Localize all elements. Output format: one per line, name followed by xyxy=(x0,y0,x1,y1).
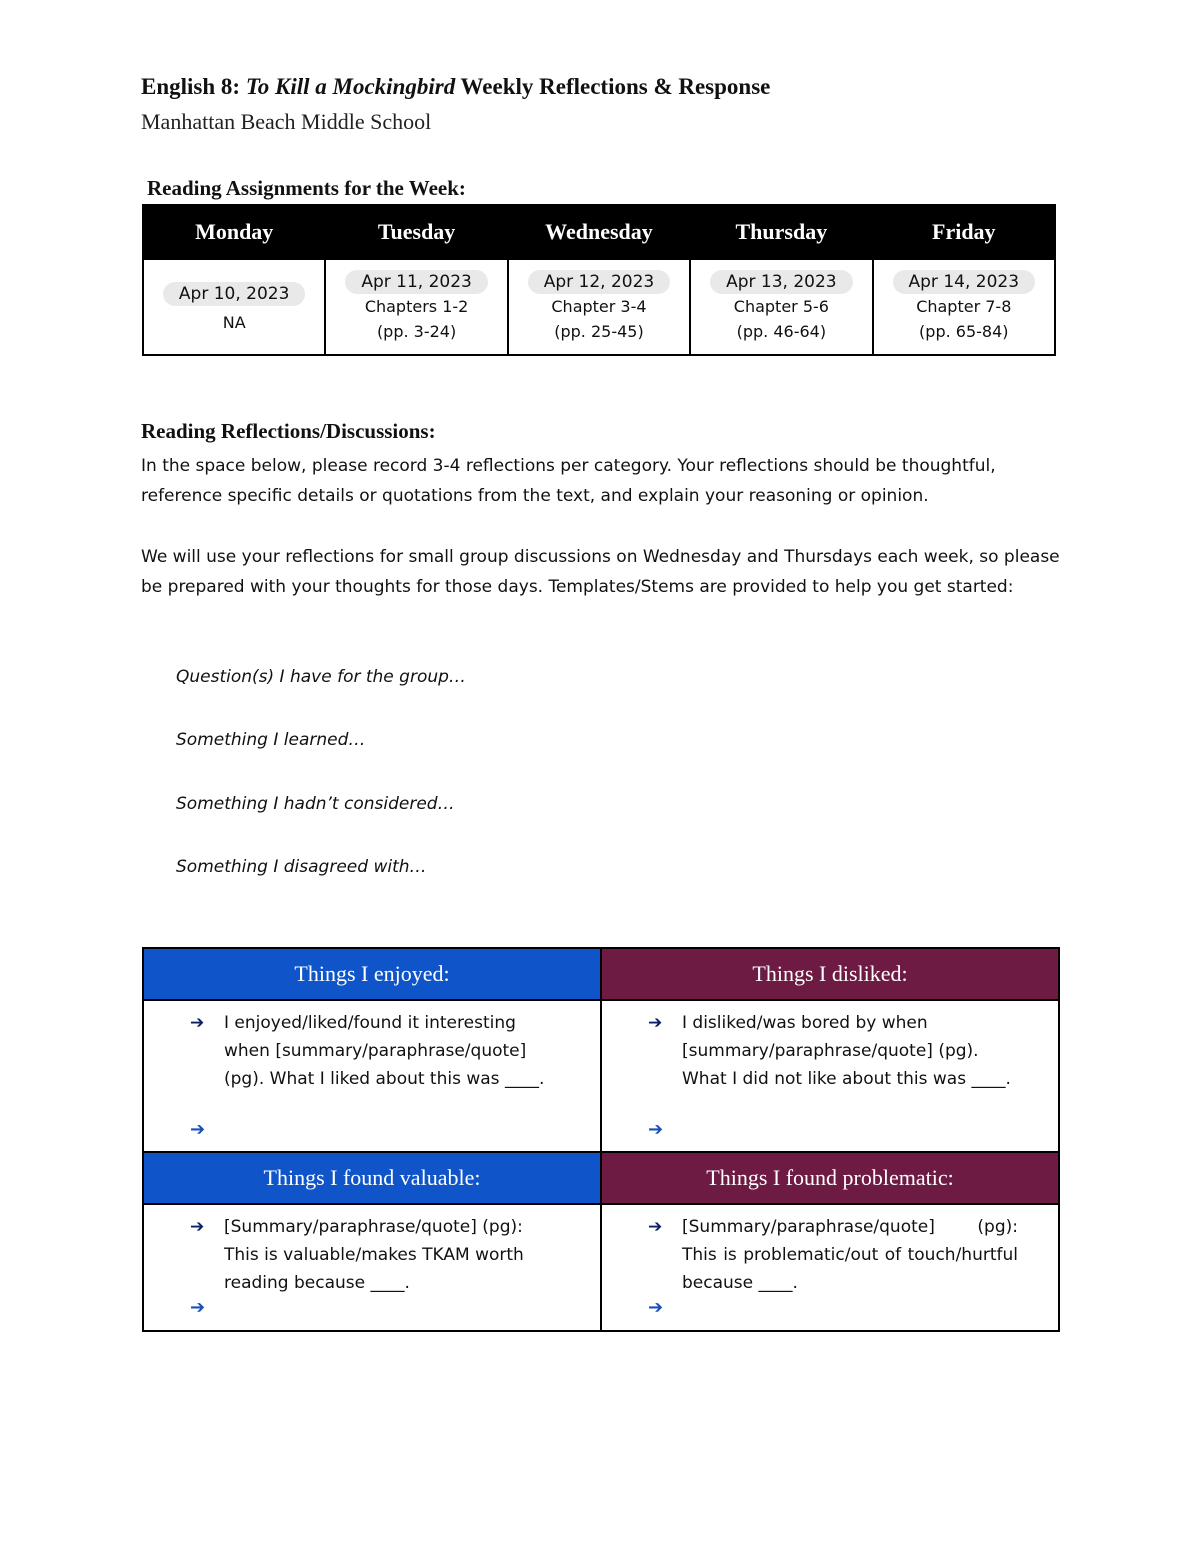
disliked-bullet xyxy=(648,1009,1018,1093)
valuable-cell[interactable] xyxy=(143,1204,601,1331)
stem-learned: Something I learned… xyxy=(176,730,366,750)
day-cell-monday xyxy=(143,259,325,355)
day-header: Tuesday xyxy=(325,205,507,259)
day-header: Thursday xyxy=(690,205,872,259)
schedule-header-row xyxy=(143,205,1055,259)
problematic-stem-text: [Summary/paraphrase/quote] (pg): This is problematic/out of touch/hurtful because ____. xyxy=(682,1217,1018,1293)
day-header: Monday xyxy=(143,205,325,259)
pages-label: (pp. 46-64) xyxy=(736,322,827,341)
pages-label: (pp. 65-84) xyxy=(919,322,1009,341)
date-chip[interactable]: Apr 14, 2023 xyxy=(893,270,1036,294)
date-chip[interactable]: Apr 12, 2023 xyxy=(528,270,671,294)
problematic-cell[interactable] xyxy=(601,1204,1059,1331)
arrow-icon: ➔ xyxy=(648,1119,664,1140)
arrow-icon: ➔ xyxy=(648,1297,664,1318)
day-cell-friday xyxy=(873,259,1055,355)
day-cell-tuesday xyxy=(325,259,507,355)
valuable-bullet xyxy=(190,1213,560,1297)
problematic-bullet xyxy=(648,1213,1018,1297)
arrow-icon: ➔ xyxy=(190,1217,205,1237)
chapter-label: Chapter 7-8 xyxy=(916,297,1012,316)
date-chip[interactable]: Apr 13, 2023 xyxy=(710,270,853,294)
enjoyed-bullet xyxy=(190,1009,560,1093)
arrow-icon: ➔ xyxy=(190,1013,205,1033)
stem-not-considered: Something I hadn’t considered… xyxy=(176,794,455,814)
enjoyed-cell[interactable] xyxy=(143,1000,601,1152)
day-header: Wednesday xyxy=(508,205,690,259)
book-title: To Kill a Mockingbird xyxy=(245,74,456,99)
chapter-label: Chapters 1-2 xyxy=(364,297,469,316)
title-suffix: Weekly Reflections & Response xyxy=(455,74,771,99)
reading-schedule-table xyxy=(142,204,1056,356)
arrow-icon: ➔ xyxy=(648,1217,663,1237)
assignments-heading: Reading Assignments for the Week: xyxy=(147,176,466,200)
enjoyed-header: Things I enjoyed: xyxy=(143,948,601,1000)
day-cell-thursday xyxy=(690,259,872,355)
day-header: Friday xyxy=(873,205,1055,259)
valuable-header: Things I found valuable: xyxy=(143,1152,601,1204)
stem-question: Question(s) I have for the group… xyxy=(176,667,466,687)
pages-label: (pp. 3-24) xyxy=(376,322,457,341)
disliked-header: Things I disliked: xyxy=(601,948,1059,1000)
title-prefix: English 8: xyxy=(141,74,246,99)
disliked-cell[interactable] xyxy=(601,1000,1059,1152)
reflection-grid xyxy=(142,947,1060,1332)
valuable-stem-text: [Summary/paraphrase/quote] (pg): This is valuable/makes TKAM worth reading because ____. xyxy=(224,1217,524,1293)
arrow-icon: ➔ xyxy=(190,1119,206,1140)
arrow-icon: ➔ xyxy=(190,1297,206,1318)
discussion-paragraph: We will use your reflections for small group discussions on Wednesday and Thursdays each week, so please be prepared with your thoughts for those days. Templates/Stems are provided to help you get started: xyxy=(141,547,1060,597)
enjoyed-stem-text: I enjoyed/liked/found it interesting when [summary/paraphrase/quote] (pg). What I liked about this was ____. xyxy=(224,1013,545,1089)
arrow-icon: ➔ xyxy=(648,1013,663,1033)
chapter-label: Chapter 3-4 xyxy=(551,297,647,316)
reflections-heading: Reading Reflections/Discussions: xyxy=(141,419,436,443)
pages-label: (pp. 25-45) xyxy=(554,322,644,341)
school-name: Manhattan Beach Middle School xyxy=(141,109,432,134)
document-title xyxy=(141,74,770,100)
stem-disagreed: Something I disagreed with… xyxy=(176,857,427,877)
disliked-stem-text: I disliked/was bored by when [summary/paraphrase/quote] (pg). What I did not like about this was ____. xyxy=(682,1013,1011,1089)
date-chip[interactable]: Apr 10, 2023 xyxy=(163,282,306,306)
chapter-label: NA xyxy=(222,312,246,332)
day-cell-wednesday xyxy=(508,259,690,355)
problematic-header: Things I found problematic: xyxy=(601,1152,1059,1204)
instructions-paragraph: In the space below, please record 3-4 reflections per category. Your reflections should be thoughtful, reference specific details or quotations from the text, and explain your reasoning or opinion. xyxy=(141,456,996,506)
schedule-body-row xyxy=(143,259,1055,355)
chapter-label: Chapter 5-6 xyxy=(733,297,829,316)
date-chip[interactable]: Apr 11, 2023 xyxy=(345,270,488,294)
